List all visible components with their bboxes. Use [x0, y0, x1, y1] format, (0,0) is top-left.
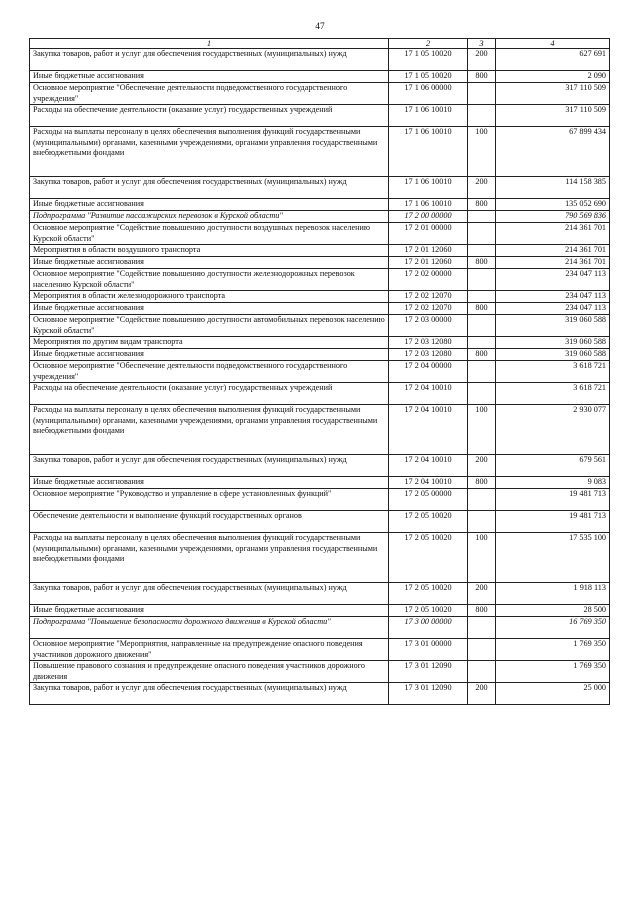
budget-table: [29, 38, 610, 705]
row-amount: 2 930 077: [496, 405, 610, 455]
row-expense-type: [468, 639, 496, 661]
row-name: Основное мероприятие "Обеспечение деятельности подведомственного государственного учреждения": [30, 83, 389, 105]
row-code: 17 3 01 00000: [389, 639, 468, 661]
row-code: 17 2 04 10010: [389, 455, 468, 477]
table-row: [30, 661, 610, 683]
row-expense-type: [468, 83, 496, 105]
row-name: Повышение правового сознания и предупреждение опасного поведения участников дорожного движения: [30, 661, 389, 683]
row-code: 17 2 03 00000: [389, 315, 468, 337]
header-col-1: 1: [30, 39, 389, 49]
row-expense-type: 100: [468, 127, 496, 177]
row-name: Закупка товаров, работ и услуг для обеспечения государственных (муниципальных) нужд: [30, 683, 389, 705]
row-code: 17 1 06 10010: [389, 177, 468, 199]
table-row: [30, 257, 610, 269]
table-row: [30, 315, 610, 337]
row-name: Мероприятия в области железнодорожного транспорта: [30, 291, 389, 303]
row-amount: 3 618 721: [496, 383, 610, 405]
row-expense-type: [468, 511, 496, 533]
row-code: 17 1 06 10010: [389, 105, 468, 127]
row-expense-type: 200: [468, 49, 496, 71]
row-code: 17 1 06 10010: [389, 127, 468, 177]
row-expense-type: [468, 105, 496, 127]
row-expense-type: [468, 361, 496, 383]
row-amount: 214 361 701: [496, 245, 610, 257]
row-amount: 214 361 701: [496, 223, 610, 245]
row-amount: 790 569 836: [496, 211, 610, 223]
table-row: [30, 511, 610, 533]
row-amount: 9 083: [496, 477, 610, 489]
table-row: [30, 489, 610, 511]
row-expense-type: [468, 245, 496, 257]
row-name: Иные бюджетные ассигнования: [30, 71, 389, 83]
table-row: [30, 71, 610, 83]
table-row: [30, 223, 610, 245]
row-amount: 2 090: [496, 71, 610, 83]
table-row: [30, 303, 610, 315]
table-row: [30, 383, 610, 405]
row-expense-type: 800: [468, 257, 496, 269]
row-code: 17 2 01 12060: [389, 245, 468, 257]
row-code: 17 2 02 12070: [389, 291, 468, 303]
table-row: [30, 83, 610, 105]
row-expense-type: [468, 617, 496, 639]
row-expense-type: 200: [468, 455, 496, 477]
row-amount: 319 060 588: [496, 337, 610, 349]
table-row: [30, 127, 610, 177]
row-code: 17 3 01 12090: [389, 661, 468, 683]
row-amount: 627 691: [496, 49, 610, 71]
row-code: 17 2 04 10010: [389, 405, 468, 455]
row-code: 17 2 05 10020: [389, 533, 468, 583]
row-name: Мероприятия по другим видам транспорта: [30, 337, 389, 349]
row-name: Закупка товаров, работ и услуг для обеспечения государственных (муниципальных) нужд: [30, 49, 389, 71]
row-expense-type: 800: [468, 477, 496, 489]
table-row: [30, 583, 610, 605]
table-row: [30, 211, 610, 223]
row-expense-type: [468, 291, 496, 303]
row-code: 17 2 05 10020: [389, 511, 468, 533]
row-code: 17 2 05 10020: [389, 583, 468, 605]
row-code: 17 2 02 12070: [389, 303, 468, 315]
table-row: [30, 269, 610, 291]
row-amount: 234 047 113: [496, 291, 610, 303]
row-amount: 19 481 713: [496, 511, 610, 533]
table-row: [30, 105, 610, 127]
row-name: Подпрограмма "Развитие пассажирских перевозок в Курской области": [30, 211, 389, 223]
row-amount: 317 110 509: [496, 83, 610, 105]
row-expense-type: 800: [468, 71, 496, 83]
row-name: Закупка товаров, работ и услуг для обеспечения государственных (муниципальных) нужд: [30, 177, 389, 199]
row-amount: 1 769 350: [496, 639, 610, 661]
row-code: 17 2 04 10010: [389, 477, 468, 489]
table-row: [30, 49, 610, 71]
row-name: Иные бюджетные ассигнования: [30, 303, 389, 315]
row-expense-type: 200: [468, 583, 496, 605]
row-expense-type: [468, 211, 496, 223]
row-expense-type: [468, 383, 496, 405]
row-amount: 135 052 690: [496, 199, 610, 211]
table-row: [30, 349, 610, 361]
row-name: Основное мероприятие "Содействие повышению доступности железнодорожных перевозок населению Курской области": [30, 269, 389, 291]
row-code: 17 2 04 00000: [389, 361, 468, 383]
row-expense-type: [468, 269, 496, 291]
row-code: 17 2 02 00000: [389, 269, 468, 291]
row-name: Иные бюджетные ассигнования: [30, 477, 389, 489]
row-expense-type: 100: [468, 533, 496, 583]
table-row: [30, 683, 610, 705]
header-col-4: 4: [496, 39, 610, 49]
row-amount: 234 047 113: [496, 269, 610, 291]
row-name: Основное мероприятие "Руководство и управление в сфере установленных функций": [30, 489, 389, 511]
table-row: [30, 405, 610, 455]
row-amount: 319 060 588: [496, 349, 610, 361]
table-row: [30, 477, 610, 489]
row-code: 17 2 05 00000: [389, 489, 468, 511]
table-row: [30, 455, 610, 477]
row-name: Основное мероприятие "Содействие повышению доступности воздушных перевозок населению Курской области": [30, 223, 389, 245]
row-name: Расходы на выплаты персоналу в целях обеспечения выполнения функций государственными (муниципальными) органами, казенными учреждениями, органами управления государственными внебюджетными фондами: [30, 405, 389, 455]
page-number: 47: [315, 22, 325, 32]
row-name: Расходы на обеспечение деятельности (оказание услуг) государственных учреждений: [30, 105, 389, 127]
table-row: [30, 361, 610, 383]
header-col-2: 2: [389, 39, 468, 49]
row-expense-type: 800: [468, 349, 496, 361]
row-name: Расходы на выплаты персоналу в целях обеспечения выполнения функций государственными (муниципальными) органами, казенными учреждениями, органами управления государственными внебюджетными фондами: [30, 127, 389, 177]
row-amount: 1 918 113: [496, 583, 610, 605]
row-name: Закупка товаров, работ и услуг для обеспечения государственных (муниципальных) нужд: [30, 455, 389, 477]
table-row: [30, 605, 610, 617]
row-amount: 25 000: [496, 683, 610, 705]
row-code: 17 1 05 10020: [389, 49, 468, 71]
row-name: Основное мероприятие "Содействие повышению доступности автомобильных перевозок населению Курской области": [30, 315, 389, 337]
row-code: 17 3 00 00000: [389, 617, 468, 639]
row-expense-type: 100: [468, 405, 496, 455]
row-code: 17 1 06 10010: [389, 199, 468, 211]
row-name: Иные бюджетные ассигнования: [30, 257, 389, 269]
table-row: [30, 291, 610, 303]
table-row: [30, 639, 610, 661]
row-name: Расходы на обеспечение деятельности (оказание услуг) государственных учреждений: [30, 383, 389, 405]
table-row: [30, 199, 610, 211]
row-code: 17 2 03 12080: [389, 349, 468, 361]
row-amount: 16 769 350: [496, 617, 610, 639]
table-row: [30, 617, 610, 639]
row-code: 17 1 05 10020: [389, 71, 468, 83]
row-expense-type: 800: [468, 605, 496, 617]
row-name: Основное мероприятие "Мероприятия, направленные на предупреждение опасного поведения участников дорожного движения": [30, 639, 389, 661]
row-name: Расходы на выплаты персоналу в целях обеспечения выполнения функций государственными (муниципальными) органами, казенными учреждениями, органами управления государственными внебюджетными фондами: [30, 533, 389, 583]
row-amount: 319 060 588: [496, 315, 610, 337]
row-name: Закупка товаров, работ и услуг для обеспечения государственных (муниципальных) нужд: [30, 583, 389, 605]
row-name: Основное мероприятие "Обеспечение деятельности подведомственного государственного учреждения": [30, 361, 389, 383]
row-amount: 114 158 385: [496, 177, 610, 199]
row-name: Иные бюджетные ассигнования: [30, 349, 389, 361]
row-amount: 1 769 350: [496, 661, 610, 683]
row-amount: 3 618 721: [496, 361, 610, 383]
row-expense-type: [468, 337, 496, 349]
row-name: Обеспечение деятельности и выполнение функций государственных органов: [30, 511, 389, 533]
row-code: 17 2 01 00000: [389, 223, 468, 245]
row-amount: 234 047 113: [496, 303, 610, 315]
row-expense-type: 800: [468, 199, 496, 211]
row-code: 17 3 01 12090: [389, 683, 468, 705]
row-amount: 19 481 713: [496, 489, 610, 511]
row-expense-type: 200: [468, 177, 496, 199]
row-name: Иные бюджетные ассигнования: [30, 199, 389, 211]
row-expense-type: [468, 223, 496, 245]
table-header-row: [30, 39, 610, 49]
row-amount: 214 361 701: [496, 257, 610, 269]
row-code: 17 2 01 12060: [389, 257, 468, 269]
row-amount: 317 110 509: [496, 105, 610, 127]
row-code: 17 1 06 00000: [389, 83, 468, 105]
row-expense-type: [468, 315, 496, 337]
row-amount: 67 899 434: [496, 127, 610, 177]
row-expense-type: 800: [468, 303, 496, 315]
row-expense-type: 200: [468, 683, 496, 705]
table-row: [30, 337, 610, 349]
row-code: 17 2 05 10020: [389, 605, 468, 617]
row-expense-type: [468, 661, 496, 683]
row-amount: 679 561: [496, 455, 610, 477]
row-code: 17 2 00 00000: [389, 211, 468, 223]
row-expense-type: [468, 489, 496, 511]
row-name: Иные бюджетные ассигнования: [30, 605, 389, 617]
row-amount: 17 535 100: [496, 533, 610, 583]
row-code: 17 2 04 10010: [389, 383, 468, 405]
row-code: 17 2 03 12080: [389, 337, 468, 349]
row-amount: 28 500: [496, 605, 610, 617]
table-row: [30, 245, 610, 257]
row-name: Мероприятия в области воздушного транспорта: [30, 245, 389, 257]
header-col-3: 3: [468, 39, 496, 49]
row-name: Подпрограмма "Повышение безопасности дорожного движения в Курской области": [30, 617, 389, 639]
table-row: [30, 533, 610, 583]
table-row: [30, 177, 610, 199]
